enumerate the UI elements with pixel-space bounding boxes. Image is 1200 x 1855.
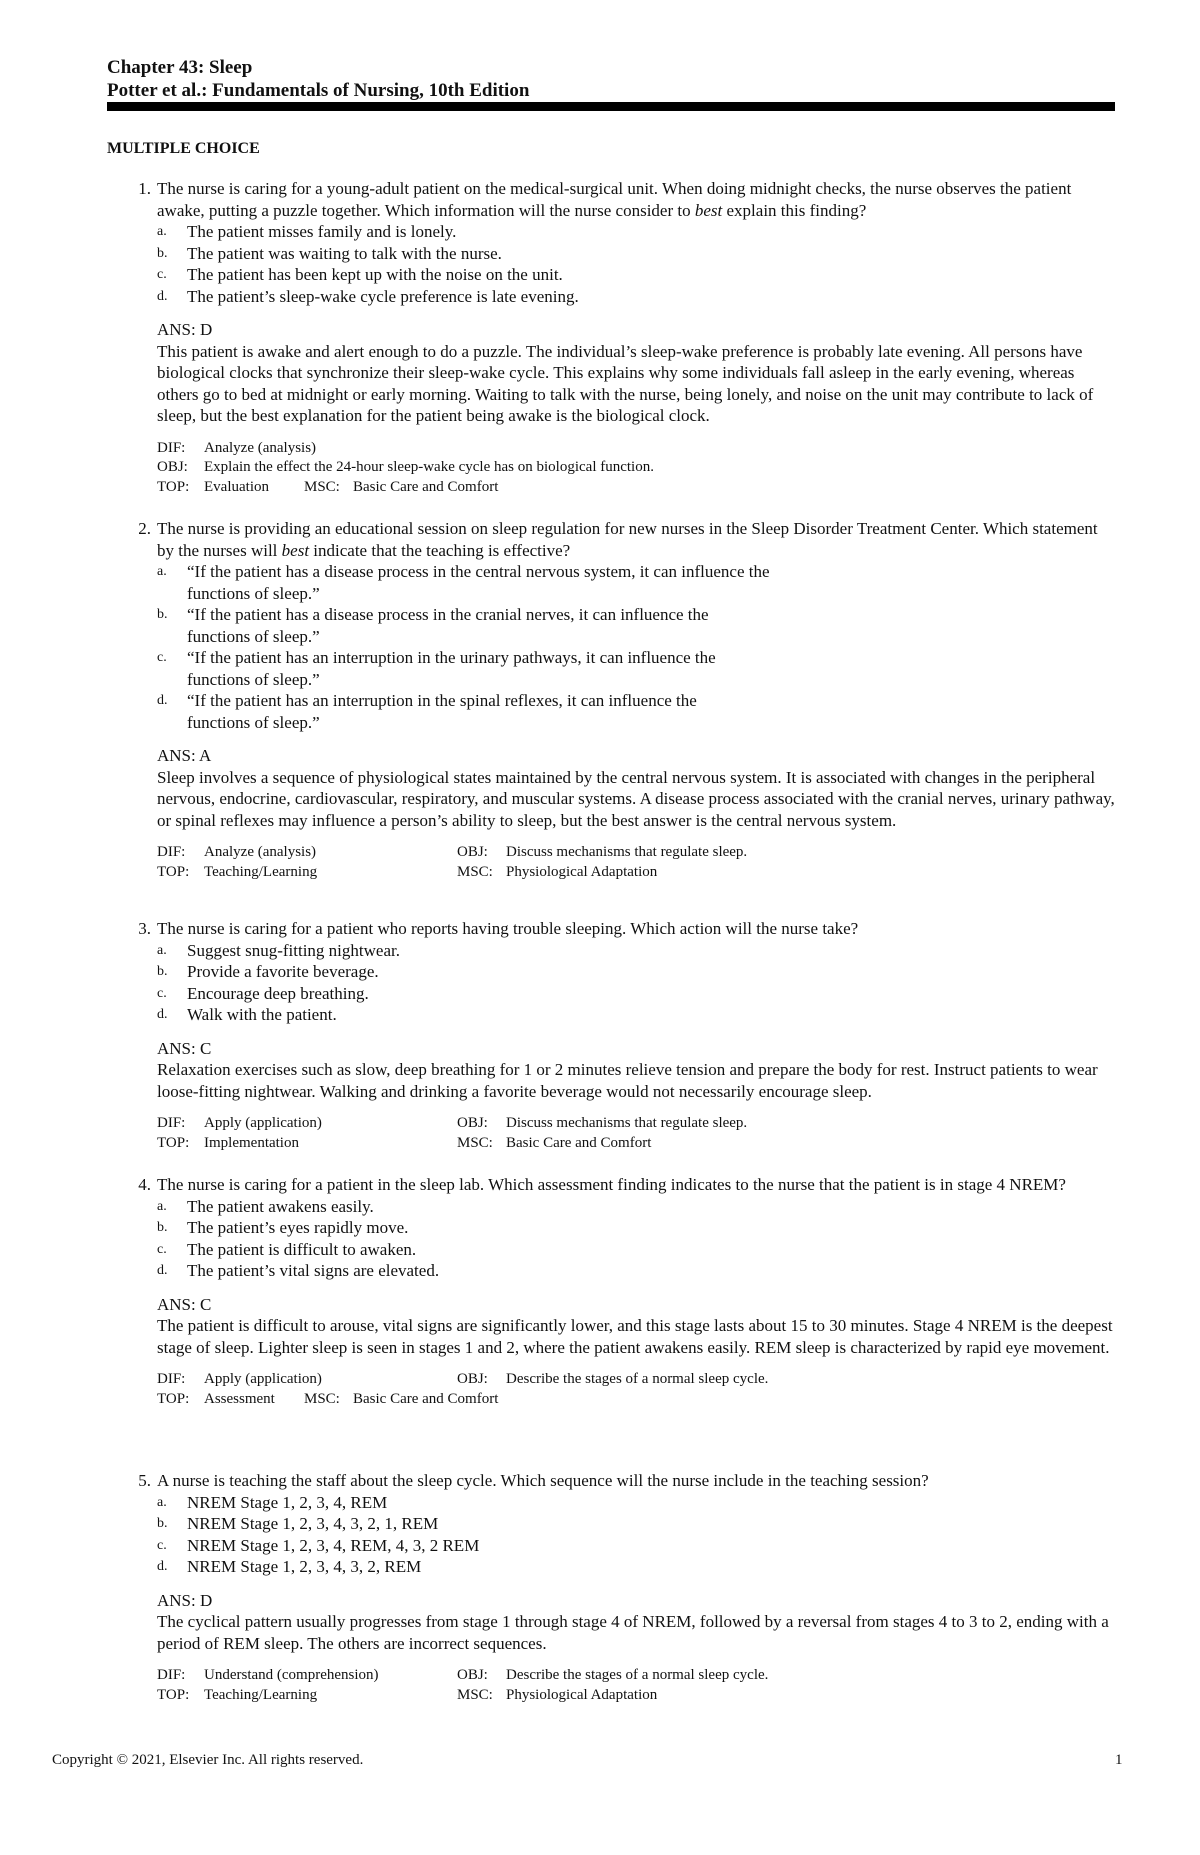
chapter-title: Chapter 43: Sleep — [107, 57, 253, 78]
question-number: 4. — [138, 1175, 151, 1194]
rationale: This patient is awake and alert enough to do a puzzle. The individual’s sleep-wake preference is probably late evening. All persons have biological clocks that synchronize their sleep-wake cycle. This explains why some individuals fall asleep in the early evening, whereas others go to bed at midnight or early morning. Waiting to talk with the nurse, being lonely, and noise on the unit may contribute to lack of sleep, but the best explanation for the patient being awake is the biological clock. — [157, 341, 1094, 425]
topic: Evaluation — [204, 478, 269, 495]
difficulty: Apply (application) — [204, 1371, 322, 1387]
option-b: b. Provide a favorite beverage. — [157, 962, 379, 981]
option-b: b. “If the patient has a disease process in the cranial nerves, it can influence the functions of sleep.” — [157, 605, 709, 646]
option-b: b. The patient’s eyes rapidly move. — [157, 1218, 409, 1237]
question-5 — [107, 1470, 1117, 1705]
topic: Teaching/Learning — [204, 1686, 318, 1703]
question-number: 5. — [138, 1471, 151, 1490]
answer-key: ANS: A — [157, 746, 212, 765]
rationale: The patient is difficult to arouse, vital signs are significantly lower, and this stage lasts about 15 to 30 minutes. Stage 4 NREM is the deepest stage of sleep. Lighter sleep is seen in stages 1 and 2, where the patient awakens easily. REM sleep is characterized by rapid eye movement. — [157, 1316, 1113, 1357]
option-c: c. The patient has been kept up with the noise on the unit. — [157, 265, 563, 284]
option-a: a. NREM Stage 1, 2, 3, 4, REM — [157, 1492, 388, 1512]
question-metadata: DIF: Apply (application) OBJ: Describe the stages of a normal sleep cycle. TOP: Assessment MSC: Basic Care and Comfort — [157, 1370, 1117, 1409]
option-b: b. NREM Stage 1, 2, 3, 4, 3, 2, 1, REM — [157, 1514, 439, 1533]
option-a: a. Suggest snug-fitting nightwear. — [157, 940, 400, 960]
msc: Physiological Adaptation — [506, 1686, 658, 1703]
question-stem: 2. The nurse is providing an educational session on sleep regulation for new nurses in the Sleep Disorder Treatment Center. Which statement by the nurses will best indicate that the teaching is effective? — [107, 518, 1117, 561]
objective: Discuss mechanisms that regulate sleep. — [506, 1115, 748, 1131]
question-number: 2. — [138, 519, 151, 538]
difficulty: Understand (comprehension) — [204, 1667, 379, 1683]
question-stem: 1. The nurse is caring for a young-adult patient on the medical-surgical unit. When doing midnight checks, the nurse observes the patient awake, putting a puzzle together. Which information will the nurse consider to best explain this finding? — [107, 178, 1117, 221]
header-rule — [107, 102, 1115, 111]
question-number: 1. — [138, 179, 151, 198]
topic: Assessment — [204, 1390, 275, 1407]
question-2 — [107, 518, 1117, 882]
topic: Implementation — [204, 1134, 299, 1151]
option-d: d. Walk with the patient. — [157, 1005, 337, 1024]
stem-emphasis: best — [694, 200, 723, 220]
option-a: a. The patient awakens easily. — [157, 1196, 374, 1216]
question-stem: 5. A nurse is teaching the staff about the sleep cycle. Which sequence will the nurse include in the teaching session? — [107, 1470, 1117, 1492]
copyright-notice: Copyright © 2021, Elsevier Inc. All rights reserved. — [52, 1752, 364, 1768]
msc: Physiological Adaptation — [506, 863, 658, 880]
rationale: Sleep involves a sequence of physiological states maintained by the central nervous system. It is associated with changes in the peripheral nervous, endocrine, cardiovascular, respiratory, and muscular systems. A disease process associated with the cranial nerves, urinary pathway, or spinal reflexes may influence a person’s ability to sleep, but the best answer is the central nervous system. — [157, 767, 1115, 830]
option-d: d. The patient’s vital signs are elevated. — [157, 1261, 440, 1280]
answer-key: ANS: D — [157, 320, 213, 339]
option-c: c. The patient is difficult to awaken. — [157, 1239, 417, 1259]
question-metadata: DIF: Apply (application) OBJ: Discuss mechanisms that regulate sleep. TOP: Implementation MSC: Basic Care and Comfort — [157, 1114, 1117, 1153]
option-c: c. NREM Stage 1, 2, 3, 4, REM, 4, 3, 2 REM — [157, 1535, 480, 1555]
objective: Explain the effect the 24-hour sleep-wake cycle has on biological function. — [204, 459, 654, 475]
msc: Basic Care and Comfort — [353, 1390, 499, 1407]
question-3 — [107, 918, 1117, 1153]
option-d: d. The patient’s sleep-wake cycle preference is late evening. — [157, 286, 579, 306]
option-a: a. The patient misses family and is lonely. — [157, 222, 457, 241]
rationale: Relaxation exercises such as slow, deep breathing for 1 or 2 minutes relieve tension and prepare the body for rest. Instruct patients to wear loose-fitting nightwear. Walking and drinking a favorite beverage would not necessarily encourage sleep. — [157, 1060, 1098, 1101]
option-a: a. “If the patient has a disease process in the central nervous system, it can influence the functions of sleep.” — [157, 562, 770, 603]
page-number: 1 — [1115, 1752, 1123, 1768]
difficulty: Analyze (analysis) — [204, 439, 317, 456]
stem-emphasis: best — [281, 540, 310, 560]
objective: Describe the stages of a normal sleep cycle. — [506, 1371, 769, 1387]
answer-key: ANS: C — [157, 1294, 212, 1314]
difficulty: Analyze (analysis) — [204, 844, 317, 860]
answer-key: ANS: C — [157, 1038, 212, 1058]
answer-key: ANS: D — [157, 1590, 213, 1610]
question-4 — [107, 1174, 1117, 1409]
option-b: b. The patient was waiting to talk with the nurse. — [157, 243, 502, 263]
topic: Teaching/Learning — [204, 863, 318, 880]
rationale: The cyclical pattern usually progresses from stage 1 through stage 4 of NREM, followed by a reversal from stages 4 to 3 to 2, ending with a period of REM sleep. The others are incorrect sequences. — [157, 1612, 1109, 1653]
question-metadata: DIF: Analyze (analysis) OBJ: Discuss mechanisms that regulate sleep. TOP: Teaching/Learning MSC: Physiological Adaptation — [157, 843, 1117, 882]
option-d: d. NREM Stage 1, 2, 3, 4, 3, 2, REM — [157, 1557, 422, 1576]
question-metadata: DIF: Understand (comprehension) OBJ: Describe the stages of a normal sleep cycle. TOP: Teaching/Learning MSC: Physiological Adaptation — [157, 1666, 1117, 1705]
objective: Describe the stages of a normal sleep cycle. — [506, 1667, 769, 1683]
msc: Basic Care and Comfort — [506, 1134, 652, 1151]
objective: Discuss mechanisms that regulate sleep. — [506, 844, 748, 860]
option-d: d. “If the patient has an interruption in the spinal reflexes, it can influence the functions of sleep.” — [157, 691, 697, 732]
section-title: MULTIPLE CHOICE — [107, 140, 260, 157]
option-c: c. Encourage deep breathing. — [157, 983, 369, 1003]
question-stem: 4. The nurse is caring for a patient in the sleep lab. Which assessment finding indicates to the nurse that the patient is in stage 4 NREM? — [107, 1174, 1117, 1196]
question-1 — [107, 178, 1117, 497]
question-stem: 3. The nurse is caring for a patient who reports having trouble sleeping. Which action will the nurse take? — [107, 918, 1117, 940]
question-number: 3. — [138, 919, 151, 938]
option-c: c. “If the patient has an interruption in the urinary pathways, it can influence the functions of sleep.” — [157, 648, 716, 689]
difficulty: Apply (application) — [204, 1115, 322, 1131]
msc: Basic Care and Comfort — [353, 478, 499, 495]
question-metadata: DIF: Analyze (analysis) OBJ: Explain the effect the 24-hour sleep-wake cycle has on biological function. TOP: Evaluation MSC: Basic Care and Comfort — [157, 439, 1117, 498]
book-title: Potter et al.: Fundamentals of Nursing, 10th Edition — [107, 80, 530, 101]
document-header — [107, 56, 529, 102]
